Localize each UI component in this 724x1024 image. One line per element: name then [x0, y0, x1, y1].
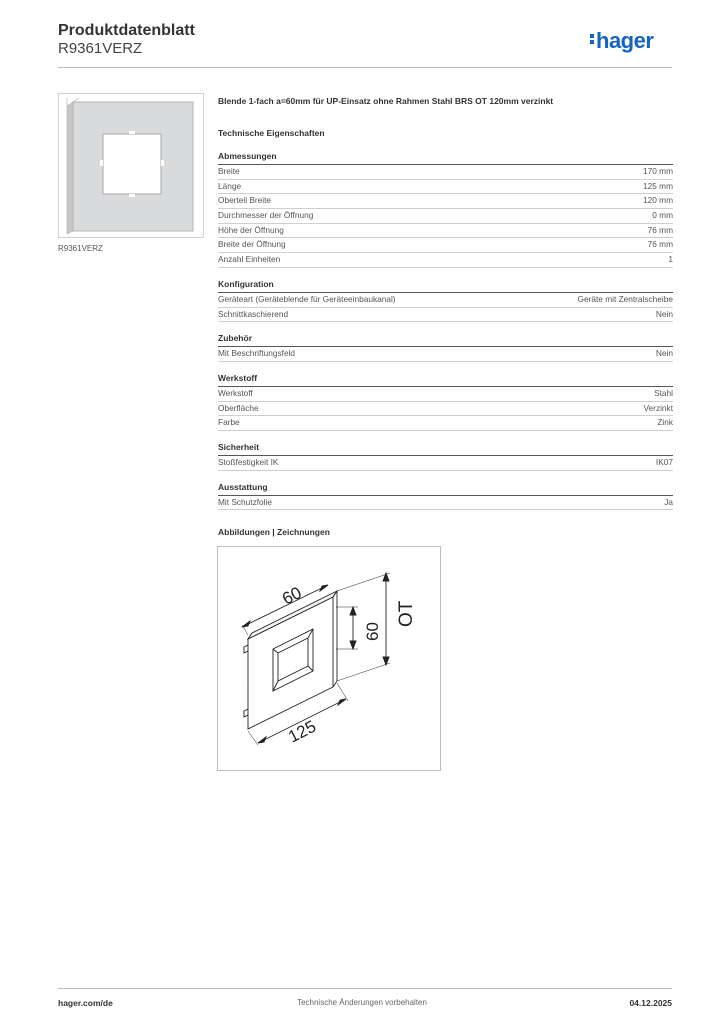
property-value: Zink: [657, 417, 673, 428]
product-thumbnail: [58, 93, 204, 238]
property-row: [218, 224, 673, 239]
property-row: [218, 194, 673, 209]
footer-website-link[interactable]: hager.com/de: [58, 998, 113, 1008]
property-value: 170 mm: [643, 166, 673, 176]
footer-note: Technische Änderungen vorbehalten: [297, 998, 427, 1007]
property-group: [218, 151, 673, 268]
property-value: 0 mm: [652, 210, 673, 221]
property-value: Geräte mit Zentralscheibe: [577, 293, 673, 304]
property-row: [218, 253, 673, 268]
dim-label-opening-height: 60: [363, 622, 382, 641]
property-label: Oberfläche: [218, 402, 259, 413]
property-group: [218, 373, 673, 431]
property-label: Breite: [218, 166, 240, 176]
property-row: [218, 238, 673, 253]
group-title: Konfiguration: [218, 279, 673, 293]
property-row: [218, 209, 673, 224]
technical-drawing: [217, 546, 441, 771]
group-title: Zubehör: [218, 333, 673, 347]
property-label: Breite der Öffnung: [218, 239, 286, 250]
property-value: IK07: [655, 456, 673, 467]
dim-label-length: 125: [285, 716, 320, 747]
dim-label-ot: OT: [396, 600, 417, 627]
group-title: Werkstoff: [218, 373, 673, 387]
footer-date: 04.12.2025: [629, 998, 672, 1008]
group-title: Abmessungen: [218, 151, 673, 165]
property-row: [218, 456, 673, 471]
property-label: Durchmesser der Öffnung: [218, 210, 314, 221]
property-row: [218, 293, 673, 308]
header-title: Produktdatenblatt: [58, 22, 195, 39]
property-value: Nein: [655, 308, 673, 319]
product-description: Blende 1-fach a=60mm für UP-Einsatz ohne Rahmen Stahl BRS OT 120mm verzinkt: [218, 96, 554, 106]
property-label: Anzahl Einheiten: [218, 254, 281, 265]
footer-divider: [58, 988, 672, 989]
cover-plate-image: [59, 94, 203, 237]
drawings-title: Abbildungen | Zeichnungen: [218, 527, 330, 537]
property-group: [218, 279, 673, 322]
property-value: 76 mm: [647, 239, 673, 250]
property-value: Ja: [664, 496, 673, 507]
property-row: [218, 387, 673, 402]
dim-label-opening-width: 60: [279, 583, 305, 609]
hager-logo[interactable]: [590, 28, 653, 54]
property-label: Mit Schutzfolie: [218, 496, 272, 507]
property-label: Schnittkaschierend: [218, 308, 289, 319]
property-value: Nein: [655, 348, 673, 359]
property-value: 1: [668, 254, 673, 265]
header-divider: [58, 67, 672, 68]
property-value: Stahl: [654, 387, 673, 398]
property-value: 76 mm: [647, 224, 673, 235]
property-groups: [218, 151, 673, 510]
property-value: 120 mm: [643, 195, 673, 206]
property-row: [218, 496, 673, 511]
property-row: [218, 165, 673, 180]
property-label: Mit Beschriftungsfeld: [218, 348, 296, 359]
product-code: R9361VERZ: [58, 40, 143, 57]
property-group: [218, 482, 673, 511]
property-label: Länge: [218, 180, 242, 191]
logo-text: hager: [596, 28, 654, 53]
properties-content: [218, 96, 673, 521]
property-label: Farbe: [218, 417, 240, 428]
property-row: [218, 180, 673, 195]
property-label: Stoßfestigkeit IK: [218, 456, 279, 467]
property-value: Verzinkt: [643, 402, 673, 413]
property-value: 125 mm: [643, 180, 673, 191]
property-row: [218, 308, 673, 323]
group-title: Ausstattung: [218, 482, 673, 496]
logo-dots-icon: [590, 32, 594, 46]
dimension-drawing: [218, 547, 440, 770]
property-group: [218, 333, 673, 362]
property-group: [218, 442, 673, 471]
property-label: Geräteart (Geräteblende für Geräteeinbaukanal): [218, 293, 396, 304]
property-label: Oberteil Breite: [218, 195, 272, 206]
property-label: Höhe der Öffnung: [218, 224, 284, 235]
section-title: Technische Eigenschaften: [218, 128, 325, 138]
thumbnail-caption: R9361VERZ: [58, 244, 103, 253]
property-row: [218, 402, 673, 417]
property-row: [218, 347, 673, 362]
property-label: Werkstoff: [218, 387, 253, 398]
property-row: [218, 416, 673, 431]
group-title: Sicherheit: [218, 442, 673, 456]
